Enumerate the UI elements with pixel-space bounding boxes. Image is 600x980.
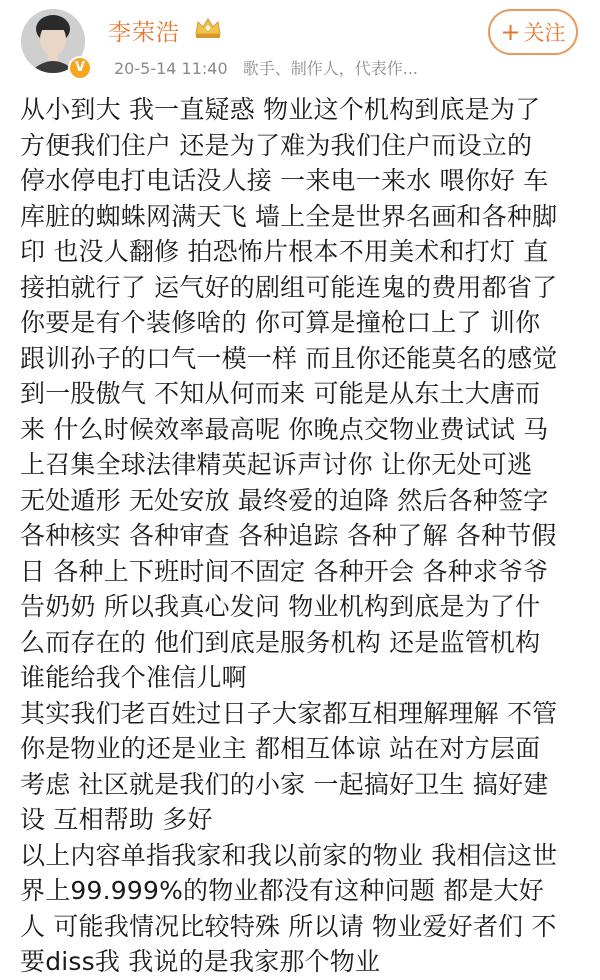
post-line: 接拍就行了 运气好的剧组可能连鬼的费用都省了 [20, 272, 558, 302]
post-line: 上召集全球法律精英起诉声讨你 让你无处可逃 [20, 450, 533, 479]
post-line: 界上99.999%的物业都没有这种问题 都是大好 [20, 876, 544, 905]
post-line: 停水停电打电话没人接 一来电一来水 喂你好 车 [20, 166, 549, 195]
verified-icon: V [68, 56, 92, 80]
author-name[interactable]: 李荣浩 [108, 20, 180, 46]
post-line: 以上内容单指我家和我以前家的物业 我相信这世 [20, 840, 558, 870]
post-line: 考虑 社区就是我们的小家 一起搞好卫生 搞好建 [20, 769, 549, 799]
post-line: 库脏的蜘蛛网满天飞 墙上全是世界名画和各种脚 [20, 201, 558, 231]
post-line: 你要是有个装修啥的 你可算是撞枪口上了 训你 [20, 308, 541, 337]
post-line: 跟训孙子的口气一模一样 而且你还能莫名的感觉 [20, 343, 558, 373]
post-line: 谁能给我个准信儿啊 [20, 663, 247, 692]
post-body [20, 92, 590, 980]
post-line: 要diss我 我说的是我家那个物业 [20, 947, 381, 976]
post-time: 20-5-14 11:40 [114, 59, 228, 78]
post-line: 从小到大 我一直疑惑 物业这个机构到底是为了 [20, 95, 541, 124]
post-line: 来 什么时候效率最高呢 你晚点交物业费试试 马 [20, 414, 549, 444]
follow-button[interactable] [488, 9, 578, 55]
post-line: 么而存在的 他们到底是服务机构 还是监管机构 [20, 627, 541, 657]
post-line: 印 也没人翻修 拍恐怖片根本不用美术和打灯 直 [20, 237, 549, 266]
post-line: 方便我们住户 还是为了难为我们住户而设立的 [20, 130, 533, 160]
post-line: 人 可能我情况比较特殊 所以请 物业爱好者们 不 [20, 911, 557, 941]
plus-icon: + [500, 18, 521, 46]
author-bio: 歌手、制作人，代表作... [242, 59, 418, 78]
post-line: 你是物业的还是业主 都相互体谅 站在对方层面 [20, 734, 541, 763]
post-meta [114, 56, 418, 79]
post-line: 无处遁形 无处安放 最终爱的迫降 然后各种签字 [20, 485, 549, 515]
post-line: 各种核实 各种审查 各种追踪 各种了解 各种节假 [20, 521, 557, 550]
post-header [0, 0, 600, 90]
post-line: 到一股傲气 不知从何而来 可能是从东土大唐而 [20, 379, 541, 408]
follow-label: 关注 [523, 21, 566, 45]
post-line: 告奶奶 所以我真心发问 物业机构到底是为了什 [20, 592, 541, 621]
post-line: 日 各种上下班时间不固定 各种开会 各种求爷爷 [20, 556, 549, 586]
post-line: 其实我们老百姓过日子大家都互相理解理解 不管 [20, 698, 558, 728]
post-line: 设 互相帮助 多好 [20, 805, 213, 834]
crown-icon [193, 15, 223, 41]
